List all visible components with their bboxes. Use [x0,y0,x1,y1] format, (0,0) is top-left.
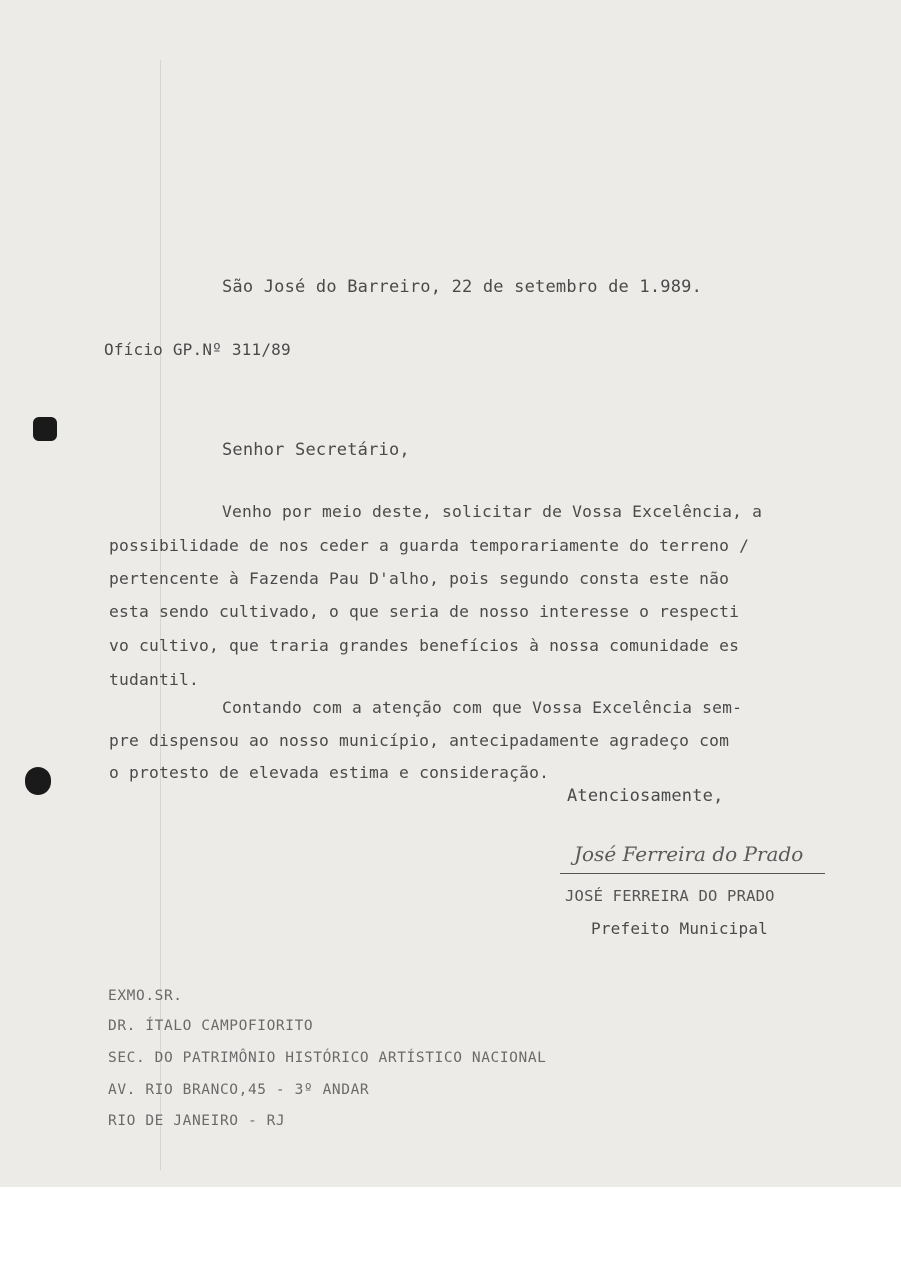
recipient-line: EXMO.SR. [108,988,183,1004]
signature-scribble: José Ferreira do Prado [574,842,804,866]
recipient-line: SEC. DO PATRIMÔNIO HISTÓRICO ARTÍSTICO NACIONAL [108,1050,547,1066]
body-line: pre dispensou ao nosso município, antecipadamente agradeço com [109,731,730,750]
signature [560,840,825,880]
body-line: esta sendo cultivado, o que seria de nosso interesse o respecti [109,602,740,621]
body-line: possibilidade de nos ceder a guarda temporariamente do terreno / [109,536,750,555]
closing: Atenciosamente, [567,786,724,806]
office-reference: Ofício GP.Nº 311/89 [104,340,291,359]
punch-hole-bottom [25,767,51,795]
recipient-line: AV. RIO BRANCO,45 - 3º ANDAR [108,1082,370,1098]
signature-rule [560,873,825,874]
recipient-line: RIO DE JANEIRO - RJ [108,1113,286,1129]
body-line: Venho por meio deste, solicitar de Vossa Excelência, a [222,502,763,521]
date-line: São José do Barreiro, 22 de setembro de 1.989. [222,277,703,297]
body-line: o protesto de elevada estima e consideração. [109,763,550,782]
body-line: Contando com a atenção com que Vossa Excelência sem- [222,698,743,717]
recipient-line: DR. ÍTALO CAMPOFIORITO [108,1018,314,1034]
signer-name: JOSÉ FERREIRA DO PRADO [565,887,775,905]
body-line: pertencente à Fazenda Pau D'alho, pois segundo consta este não [109,569,730,588]
salutation: Senhor Secretário, [222,440,410,460]
signer-title: Prefeito Municipal [591,919,768,938]
punch-hole-top [33,417,57,441]
body-line: tudantil. [109,670,200,689]
body-line: vo cultivo, que traria grandes benefícios à nossa comunidade es [109,636,740,655]
